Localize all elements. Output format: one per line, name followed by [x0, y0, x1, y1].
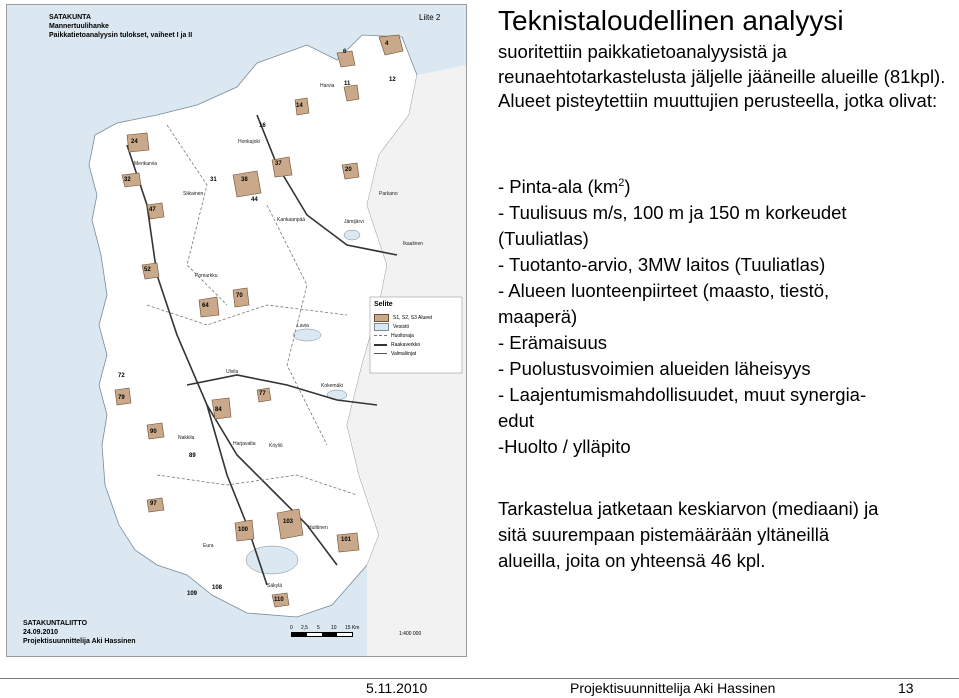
area-number-label: 16: [259, 123, 266, 129]
criteria-item: - Tuulisuus m/s, 100 m ja 150 m korkeudet: [498, 202, 847, 223]
legend-label: Vesistö: [393, 323, 410, 330]
area-number-label: 20: [345, 167, 352, 173]
scale-tick-label: 0: [290, 625, 293, 631]
legend-row: [374, 331, 454, 340]
town-label: Parkano: [379, 191, 398, 197]
area-number-label: 70: [236, 293, 243, 299]
town-label: Lavia: [297, 323, 309, 329]
area-number-label: 100: [238, 527, 249, 533]
area-number-label: 47: [149, 207, 156, 213]
town-label: Honkajoki: [238, 139, 260, 145]
criteria-item: maaperä): [498, 306, 578, 327]
map-header-line: Paikkatietoanalyysin tulokset, vaiheet I ja II: [49, 32, 193, 39]
legend-line-power: [374, 353, 387, 354]
area-number-label: 32: [124, 177, 131, 183]
conclusion-line: sitä suurempaan pistemäärään yltäneillä: [498, 524, 830, 545]
legend-label: Raakaverkko: [391, 341, 421, 348]
town-label: Säkylä: [267, 583, 283, 589]
criteria-item: - Tuotanto-arvio, 3MW laitos (Tuuliatlas): [498, 254, 826, 275]
conclusion-paragraph: [498, 496, 958, 574]
map-header: [49, 13, 192, 40]
criteria-item: - Puolustusvoimien alueiden läheisyys: [498, 358, 811, 379]
area-number-label: 103: [283, 519, 294, 525]
scale-tick-label: 5: [317, 625, 320, 631]
criteria-area-prefix: - Pinta-ala (km: [498, 176, 619, 197]
lake-jamijarvi: [344, 230, 360, 240]
town-label: Nakkila: [178, 435, 195, 441]
map-footer-line: SATAKUNTALIITTO: [23, 620, 88, 627]
town-label: Merikarvia: [134, 161, 158, 167]
area-number-label: 72: [118, 373, 125, 379]
legend-label: Huoltoraja: [391, 332, 414, 339]
area-number-label: 90: [150, 429, 157, 435]
scale-tick-label: 2,5: [301, 625, 308, 631]
town-label: Köyliö: [269, 443, 283, 449]
town-label: Jämijärvi: [344, 219, 364, 225]
area-number-label: 52: [144, 267, 151, 273]
lake-lavia: [293, 329, 321, 341]
legend-swatch-water: [374, 323, 389, 331]
town-label: Harjavalta: [233, 441, 256, 447]
legend-label: Valmaliinjat: [391, 350, 417, 357]
criteria-area-suffix: ): [624, 176, 631, 197]
area-number-label: 109: [187, 591, 198, 597]
town-label: Kokemäki: [321, 383, 343, 389]
legend-title: Selite: [374, 301, 393, 308]
map-figure: [6, 4, 467, 657]
legend-row: [374, 340, 454, 349]
area-number-label: 24: [131, 139, 138, 145]
area-number-label: 6: [343, 49, 347, 55]
area-number-label: 14: [296, 103, 303, 109]
criteria-item: - Erämaisuus: [498, 332, 607, 353]
area-number-label: 11: [344, 81, 351, 87]
area-number-label: 110: [274, 597, 284, 603]
legend-swatch-areas: [374, 314, 389, 322]
conclusion-line: alueilla, joita on yhteensä 46 kpl.: [498, 550, 766, 571]
scale-tick-label: 15 Km: [345, 625, 360, 631]
area-number-label: 4: [385, 41, 389, 47]
legend-line-border: [374, 335, 387, 336]
conclusion-line: Tarkastelua jatketaan keskiarvon (mediaani) ja: [498, 498, 879, 519]
town-label: Pomarkku: [195, 273, 218, 279]
lake-pyhajarvi: [246, 546, 298, 574]
area-number-label: 31: [210, 177, 217, 183]
area-number-label: 64: [202, 303, 209, 309]
scale-tick-label: 10: [331, 625, 337, 631]
map-header-line: Mannertuulihanke: [49, 23, 109, 30]
map-footer: [23, 619, 136, 646]
legend-label: S1, S2, S3 Alueet: [393, 314, 433, 321]
town-label: Ulvila: [226, 369, 239, 375]
criteria-item: - Alueen luonteenpiirteet (maasto, tiestö,: [498, 280, 830, 301]
footer-date: 5.11.2010: [366, 680, 428, 696]
area-number-label: 37: [275, 161, 282, 167]
town-label: Kankaanpää: [277, 217, 306, 223]
town-label: Harvia: [320, 83, 335, 89]
map-footer-line: 24.09.2010: [23, 629, 59, 636]
scale-bar-graphic: [291, 632, 353, 637]
legend-row: [374, 322, 454, 331]
area-shape-11: [344, 85, 359, 101]
area-number-label: 101: [341, 537, 352, 543]
footer-author: Projektisuunnittelija Aki Hassinen: [570, 680, 776, 696]
town-label: Ikaalinen: [403, 241, 424, 247]
map-header-line: SATAKUNTA: [49, 14, 91, 21]
criteria-area-superscript: 2: [618, 176, 625, 189]
legend-row: [374, 349, 454, 358]
area-number-label: 108: [212, 585, 223, 591]
slide-title: Teknistaloudellinen analyysi: [498, 5, 844, 36]
map-appendix-label: Liite 2: [419, 13, 441, 22]
area-number-label: 12: [389, 77, 396, 83]
area-number-label: 44: [251, 197, 258, 203]
map-footer-line: Projektisuunnittelija Aki Hassinen: [23, 638, 136, 645]
criteria-item: (Tuuliatlas): [498, 228, 589, 249]
legend-row: [374, 313, 454, 322]
criteria-list: [498, 174, 958, 460]
area-number-label: 38: [241, 177, 248, 183]
town-label: Eura: [203, 543, 214, 549]
area-number-label: 97: [150, 501, 157, 507]
area-number-label: 84: [215, 407, 222, 413]
map-legend: [374, 301, 454, 358]
footer-divider: [0, 678, 959, 679]
town-label: Siikainen: [183, 191, 204, 197]
criteria-item: edut: [498, 410, 535, 431]
town-label: Huittinen: [308, 525, 328, 531]
intro-paragraph: suoritettiin paikkatietoanalyysistä ja reunaehtotarkastelusta jäljelle jääneille alueille (81kpl). Alueet pisteytettiin muuttujien perusteella, jotka olivat:: [498, 41, 946, 111]
criteria-item: -Huolto / ylläpito: [498, 436, 631, 457]
area-number-label: 79: [118, 395, 125, 401]
criteria-item-area: [498, 174, 958, 200]
area-shape-37: [272, 157, 292, 177]
area-number-label: 89: [189, 453, 196, 459]
scale-ratio: 1:400 000: [399, 631, 422, 637]
area-number-label: 77: [259, 391, 266, 397]
area-shape-38: [233, 171, 261, 197]
criteria-item: - Laajentumismahdollisuudet, muut synergia-: [498, 384, 867, 405]
legend-line-road: [374, 344, 387, 346]
footer-page-number: 13: [898, 680, 914, 696]
